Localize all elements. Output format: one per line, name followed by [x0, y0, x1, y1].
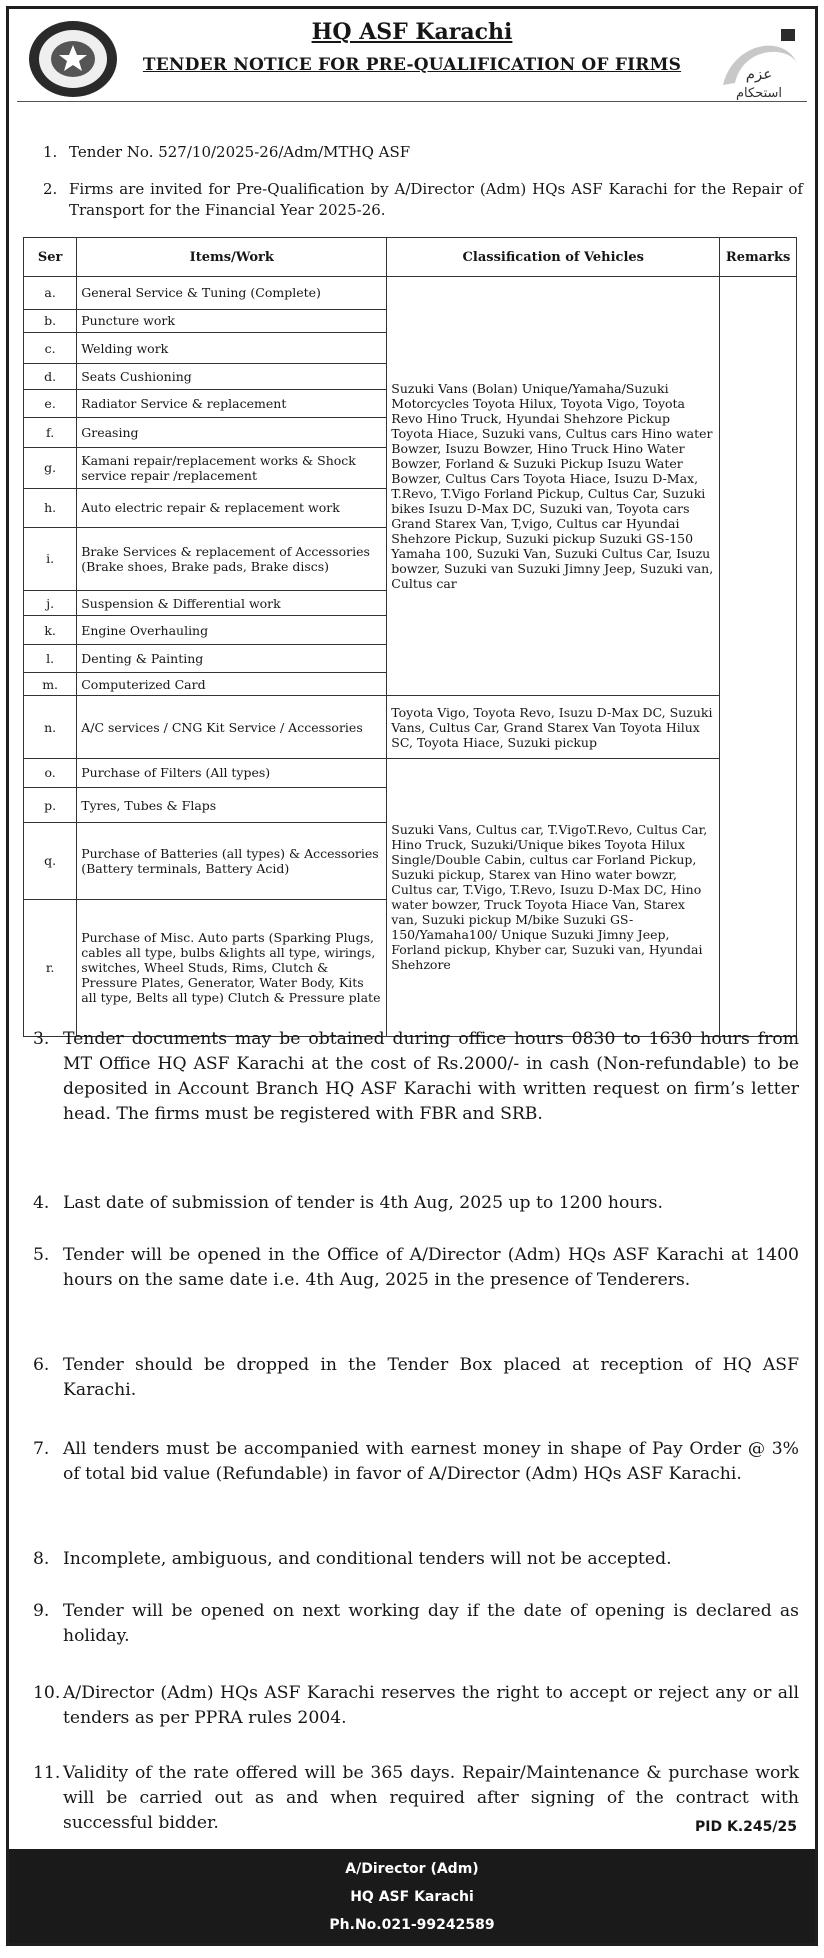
clause-5 [33, 1243, 799, 1293]
clause-10 [33, 1681, 799, 1731]
clause-text: Incomplete, ambiguous, and conditional tenders will not be accepted. [63, 1549, 672, 1569]
clause-text: Last date of submission of tender is 4th Aug, 2025 up to 1200 hours. [63, 1193, 663, 1213]
row-item: Brake Services & replacement of Accessories (Brake shoes, Brake pads, Brake discs) [77, 527, 387, 590]
clause-text: Tender should be dropped in the Tender Box placed at reception of HQ ASF Karachi. [63, 1355, 799, 1400]
clause-number: 10. [33, 1683, 61, 1703]
row-ser: r. [24, 899, 77, 1036]
row-ser: f. [24, 418, 77, 448]
clause-text: Tender will be opened in the Office of A/Director (Adm) HQs ASF Karachi at 1400 hours on the same date i.e. 4th Aug, 2025 in the presence of Tenderers. [63, 1245, 799, 1290]
clause-3 [33, 1027, 799, 1127]
clause-number: 9. [33, 1601, 50, 1621]
row-ser: g. [24, 447, 77, 488]
clause-11 [33, 1761, 799, 1836]
header-items: Items/Work [77, 238, 387, 277]
table-row [24, 758, 797, 788]
header-subtitle: TENDER NOTICE FOR PRE-QUALIFICATION OF FIRMS [142, 55, 682, 75]
row-ser: d. [24, 364, 77, 389]
footer-designation: A/Director (Adm) [345, 1861, 479, 1877]
row-item: Kamani repair/replacement works & Shock service repair /replacement [77, 447, 387, 488]
invitation-text: Firms are invited for Pre-Qualification by A/Director (Adm) HQs ASF Karachi for the Repair of Transport for the Financial Year 2025-26. [69, 180, 803, 219]
clause-text: Tender documents may be obtained during office hours 0830 to 1630 hours from MT Office HQ ASF Karachi at the cost of Rs.2000/- in cash (Non-refundable) to be deposited in Account Branch HQ ASF Karachi with written request on firm’s letter head. The firms must be registered with FBR and SRB. [63, 1029, 799, 1124]
remarks-cell [720, 277, 797, 1037]
row-item: Auto electric repair & replacement work [77, 488, 387, 527]
row-item: A/C services / CNG Kit Service / Accessories [77, 696, 387, 758]
clause-text: A/Director (Adm) HQs ASF Karachi reserves the right to accept or reject any or all tenders as per PPRA rules 2004. [63, 1683, 799, 1728]
intro-item [43, 179, 803, 221]
header-title: HQ ASF Karachi [311, 19, 513, 45]
row-item: Denting & Painting [77, 644, 387, 672]
row-item: Suspension & Differential work [77, 591, 387, 616]
row-ser: b. [24, 309, 77, 332]
table-row [24, 696, 797, 758]
svg-text:عزم: عزم [745, 65, 773, 83]
row-ser: o. [24, 758, 77, 788]
row-ser: k. [24, 616, 77, 644]
clause-number: 6. [33, 1355, 50, 1375]
clause-9 [33, 1599, 799, 1649]
clause-7 [33, 1437, 799, 1487]
clause-number: 3. [33, 1029, 50, 1049]
header-divider [17, 101, 807, 102]
row-ser: e. [24, 389, 77, 417]
vehicles-group-3: Suzuki Vans, Cultus car, T.VigoT.Revo, Cultus Car, Hino Truck, Suzuki/Unique bikes Toyota Hilux Single/Double Cabin, cultus car Forland Pickup, Suzuki pickup, Starex van Hino water bowzr, Cultus car, T.Vigo, T.Revo, Isuzu D-Max DC, Hino water bowzer, Truck Toyota Hiace Van, Starex van, Suzuki pickup M/bike Suzuki GS-150/Yamaha100/ Unique Suzuki Jimny Jeep, Forland pickup, Khyber car, Suzuki van, Hyundai Shehzore [387, 758, 720, 1036]
table-row [24, 277, 797, 310]
intro-number: 1. [43, 143, 58, 161]
clause-text: All tenders must be accompanied with earnest money in shape of Pay Order @ 3% of total bid value (Refundable) in favor of A/Director (Adm) HQs ASF Karachi. [63, 1439, 799, 1484]
row-item: General Service & Tuning (Complete) [77, 277, 387, 310]
row-ser: h. [24, 488, 77, 527]
row-ser: l. [24, 644, 77, 672]
row-item: Puncture work [77, 309, 387, 332]
row-item: Purchase of Filters (All types) [77, 758, 387, 788]
row-ser: n. [24, 696, 77, 758]
intro-item [43, 142, 803, 163]
azm-e-istehkam-logo [713, 23, 805, 107]
tender-notice-page [6, 6, 818, 1946]
row-ser: a. [24, 277, 77, 310]
clause-number: 8. [33, 1549, 50, 1569]
row-ser: c. [24, 332, 77, 364]
intro-number: 2. [43, 180, 58, 198]
clause-text: Tender will be opened on next working day if the date of opening is declared as holiday. [63, 1601, 799, 1646]
vehicles-group-2: Toyota Vigo, Toyota Revo, Isuzu D-Max DC, Suzuki Vans, Cultus Car, Grand Starex Van Toyota Hilux SC, Toyota Hiace, Suzuki pickup [387, 696, 720, 758]
row-ser: j. [24, 591, 77, 616]
vehicles-group-1: Suzuki Vans (Bolan) Unique/Yamaha/Suzuki Motorcycles Toyota Hilux, Toyota Vigo, Toyota Revo Hino Truck, Hyundai Shehzore Pickup Toyota Hiace, Suzuki vans, Cultus cars Hino water Bowzer, Isuzu Bowzer, Hino Truck Hino Water Bowzer, Forland & Suzuki Pickup Isuzu Water Bowzer, Cultus Cars Toyota Hiace, Isuzu D-Max, T.Revo, T.Vigo Forland Pickup, Cultus Car, Suzuki bikes Isuzu D-Max DC, Suzuki van, Toyota cars Grand Starex Van, T,vigo, Cultus car Hyundai Shehzore Pickup, Suzuki pickup Suzuki GS-150 Yamaha 100, Suzuki Van, Suzuki Cultus Car, Isuzu bowzer, Suzuki van Suzuki Jimny Jeep, Suzuki van, Cultus car [387, 277, 720, 696]
svg-text:استحکام: استحکام [735, 86, 783, 101]
table-header-row [24, 238, 797, 277]
clause-number: 5. [33, 1245, 50, 1265]
row-item: Computerized Card [77, 673, 387, 696]
clause-6 [33, 1353, 799, 1403]
row-item: Tyres, Tubes & Flaps [77, 788, 387, 823]
row-item: Purchase of Misc. Auto parts (Sparking Plugs, cables all type, bulbs &lights all type, wirings, switches, Wheel Studs, Rims, Clutch & Pressure Plates, Generator, Water Body, Kits all type, Belts all type) Clutch & Pressure plate [77, 899, 387, 1036]
footer-phone: Ph.No.021-99242589 [329, 1917, 495, 1933]
clause-number: 4. [33, 1193, 50, 1213]
row-ser: p. [24, 788, 77, 823]
footer-office: HQ ASF Karachi [350, 1889, 474, 1905]
clause-8 [33, 1547, 799, 1572]
row-ser: m. [24, 673, 77, 696]
row-ser: q. [24, 822, 77, 899]
header-vehicles: Classification of Vehicles [387, 238, 720, 277]
row-item: Radiator Service & replacement [77, 389, 387, 417]
clause-4 [33, 1191, 799, 1216]
row-item: Seats Cushioning [77, 364, 387, 389]
row-item: Purchase of Batteries (all types) & Accessories (Battery terminals, Battery Acid) [77, 822, 387, 899]
signature-footer [9, 1849, 815, 1943]
header-ser: Ser [24, 238, 77, 277]
notice-header [9, 9, 815, 127]
row-item: Welding work [77, 332, 387, 364]
tender-number-text: Tender No. 527/10/2025-26/Adm/MTHQ ASF [69, 143, 411, 161]
clause-text: Validity of the rate offered will be 365 days. Repair/Maintenance & purchase work will be carried out as and when required after signing of the contract with successful bidder. [63, 1763, 799, 1833]
row-item: Greasing [77, 418, 387, 448]
row-item: Engine Overhauling [77, 616, 387, 644]
work-items-table [23, 237, 797, 1037]
clause-number: 7. [33, 1439, 50, 1459]
row-ser: i. [24, 527, 77, 590]
header-remarks: Remarks [720, 238, 797, 277]
pid-number: PID K.245/25 [695, 1819, 797, 1835]
clause-number: 11. [33, 1763, 61, 1783]
